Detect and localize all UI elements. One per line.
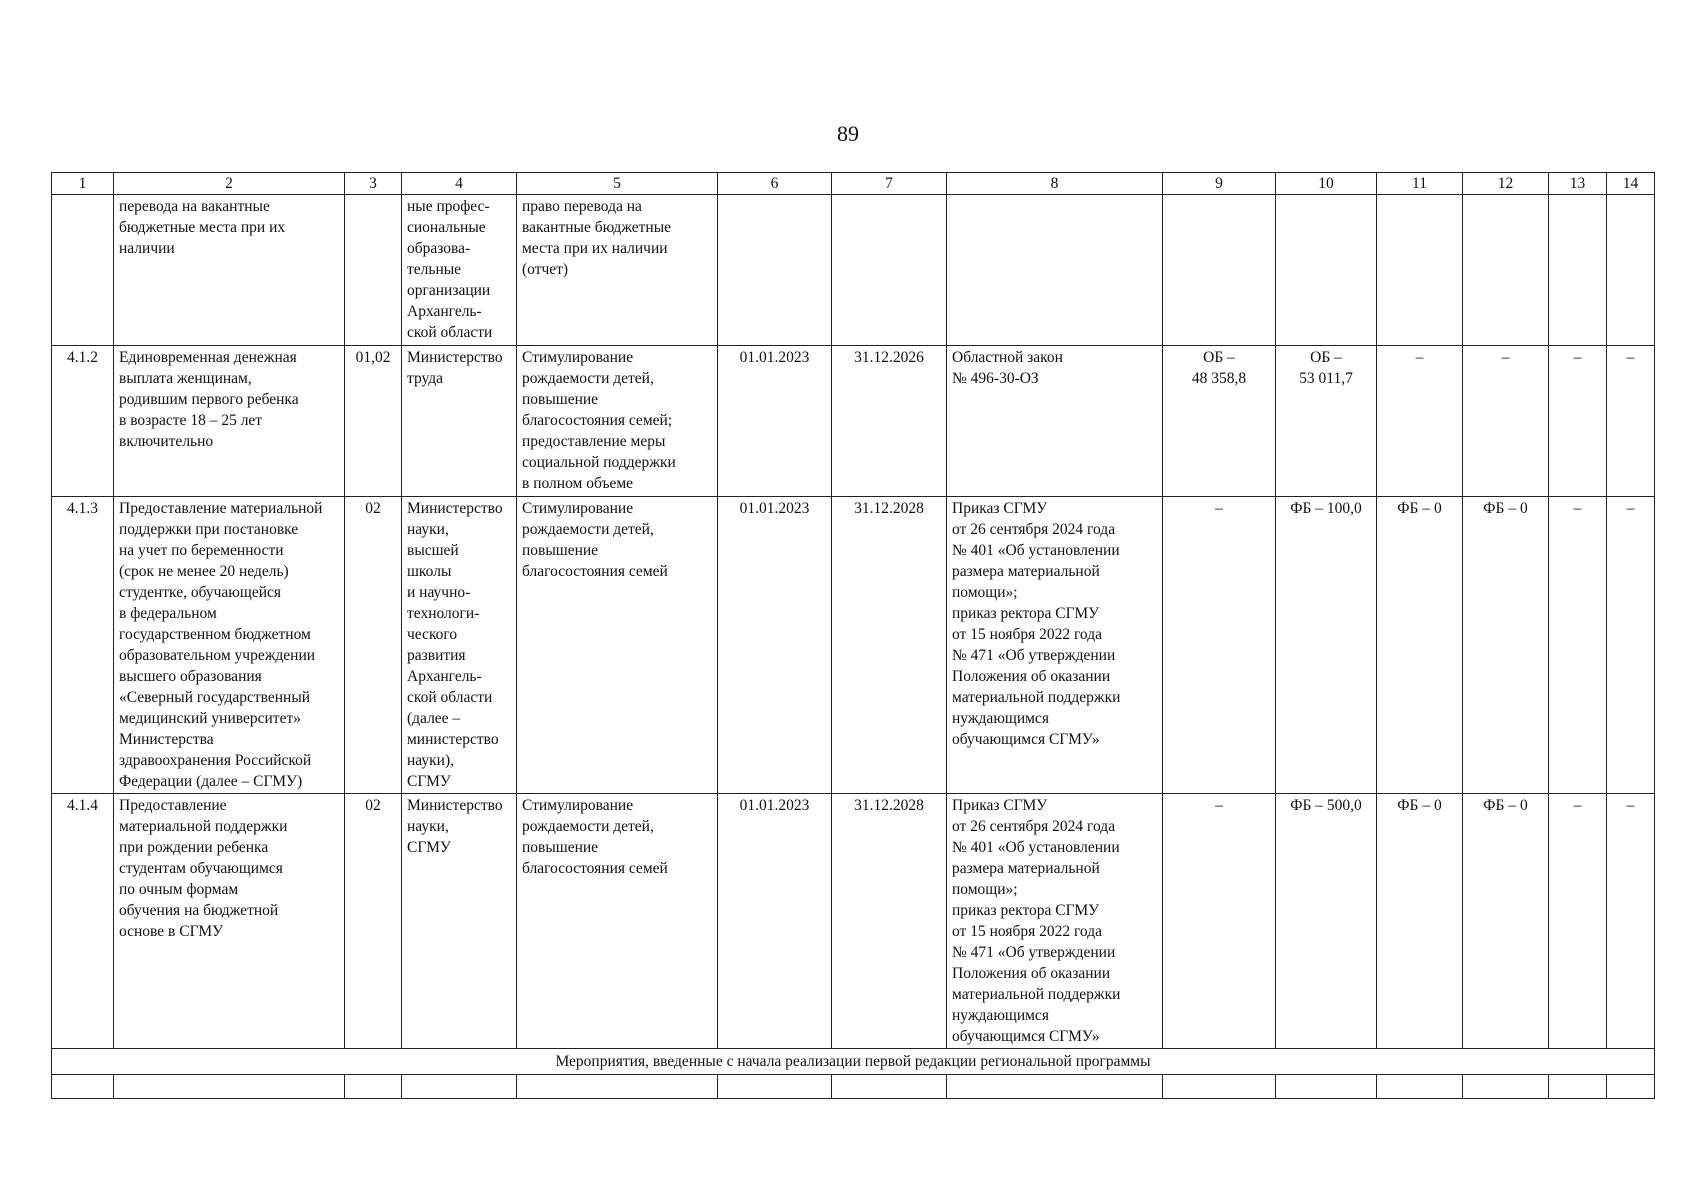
table-row-empty bbox=[52, 1075, 1655, 1099]
cell-empty bbox=[402, 1075, 517, 1099]
header-col-9: 9 bbox=[1163, 173, 1276, 195]
cell-empty bbox=[1549, 1075, 1607, 1099]
header-col-14: 14 bbox=[1607, 173, 1655, 195]
cell-legal-act bbox=[947, 195, 1163, 346]
table-row bbox=[52, 497, 1655, 794]
cell-number: 4.1.4 bbox=[52, 794, 114, 1049]
cell-empty bbox=[947, 1075, 1163, 1099]
cell-measure-name: Предоставление материальной поддержки при постановке на учет по беременности (срок не менее 20 недель) студентке, обучающейся в федеральном государственном бюджетном образовательном учреждении высшего образования «Северный государственный медицинский университет» Министерства здравоохранения Российской Федерации (далее – СГМУ) bbox=[114, 497, 345, 794]
table-row bbox=[52, 794, 1655, 1049]
cell-responsible: Министерство науки, СГМУ bbox=[402, 794, 517, 1049]
table-header-row bbox=[52, 173, 1655, 195]
table-row bbox=[52, 195, 1655, 346]
cell-empty bbox=[1607, 1075, 1655, 1099]
cell-empty bbox=[832, 1075, 947, 1099]
cell-end-date: 31.12.2026 bbox=[832, 346, 947, 497]
cell-legal-act: Приказ СГМУ от 26 сентября 2024 года № 401 «Об установлении размера материальной помощи»; приказ ректора СГМУ от 15 ноября 2022 года № 471 «Об утверждении Положения об оказании материальной поддержки нуждающимся обучающимся СГМУ» bbox=[947, 794, 1163, 1049]
cell-col-10: ФБ – 100,0 bbox=[1276, 497, 1377, 794]
cell-task-code bbox=[345, 195, 402, 346]
cell-col-10 bbox=[1276, 195, 1377, 346]
header-col-5: 5 bbox=[517, 173, 718, 195]
cell-expected-result: Стимулирование рождаемости детей, повышение благосостояния семей bbox=[517, 497, 718, 794]
cell-task-code: 01,02 bbox=[345, 346, 402, 497]
cell-col-12: ФБ – 0 bbox=[1463, 497, 1549, 794]
cell-expected-result: Стимулирование рождаемости детей, повышение благосостояния семей; предоставление меры социальной поддержки в полном объеме bbox=[517, 346, 718, 497]
cell-col-13 bbox=[1549, 195, 1607, 346]
cell-empty bbox=[517, 1075, 718, 1099]
section-title: Мероприятия, введенные с начала реализации первой редакции региональной программы bbox=[52, 1049, 1655, 1075]
cell-start-date bbox=[718, 195, 832, 346]
cell-empty bbox=[345, 1075, 402, 1099]
cell-responsible: ные профес- сиональные образова- тельные организации Архангель- ской области bbox=[402, 195, 517, 346]
cell-col-14: – bbox=[1607, 497, 1655, 794]
cell-col-9: ОБ – 48 358,8 bbox=[1163, 346, 1276, 497]
cell-expected-result: право перевода на вакантные бюджетные места при их наличии (отчет) bbox=[517, 195, 718, 346]
cell-task-code: 02 bbox=[345, 794, 402, 1049]
cell-col-12: ФБ – 0 bbox=[1463, 794, 1549, 1049]
cell-empty bbox=[718, 1075, 832, 1099]
header-col-7: 7 bbox=[832, 173, 947, 195]
cell-empty bbox=[114, 1075, 345, 1099]
cell-col-9: – bbox=[1163, 794, 1276, 1049]
cell-task-code: 02 bbox=[345, 497, 402, 794]
cell-legal-act: Приказ СГМУ от 26 сентября 2024 года № 401 «Об установлении размера материальной помощи»; приказ ректора СГМУ от 15 ноября 2022 года № 471 «Об утверждении Положения об оказании материальной поддержки нуждающимся обучающимся СГМУ» bbox=[947, 497, 1163, 794]
cell-end-date: 31.12.2028 bbox=[832, 794, 947, 1049]
cell-start-date: 01.01.2023 bbox=[718, 497, 832, 794]
header-col-12: 12 bbox=[1463, 173, 1549, 195]
cell-expected-result: Стимулирование рождаемости детей, повышение благосостояния семей bbox=[517, 794, 718, 1049]
cell-number bbox=[52, 195, 114, 346]
section-heading-row bbox=[52, 1049, 1655, 1075]
cell-empty bbox=[1276, 1075, 1377, 1099]
program-table bbox=[51, 172, 1655, 1099]
header-col-13: 13 bbox=[1549, 173, 1607, 195]
table-row bbox=[52, 346, 1655, 497]
page-number: 89 bbox=[837, 121, 859, 146]
header-col-4: 4 bbox=[402, 173, 517, 195]
cell-col-12: – bbox=[1463, 346, 1549, 497]
cell-empty bbox=[1463, 1075, 1549, 1099]
cell-measure-name: Предоставление материальной поддержки при рождении ребенка студентам обучающимся по очным формам обучения на бюджетной основе в СГМУ bbox=[114, 794, 345, 1049]
cell-col-11: ФБ – 0 bbox=[1377, 497, 1463, 794]
cell-col-10: ФБ – 500,0 bbox=[1276, 794, 1377, 1049]
cell-empty bbox=[52, 1075, 114, 1099]
cell-col-10: ОБ – 53 011,7 bbox=[1276, 346, 1377, 497]
cell-responsible: Министерство труда bbox=[402, 346, 517, 497]
cell-col-13: – bbox=[1549, 346, 1607, 497]
cell-col-13: – bbox=[1549, 497, 1607, 794]
header-col-1: 1 bbox=[52, 173, 114, 195]
cell-col-14: – bbox=[1607, 794, 1655, 1049]
cell-empty bbox=[1377, 1075, 1463, 1099]
cell-col-9: – bbox=[1163, 497, 1276, 794]
cell-start-date: 01.01.2023 bbox=[718, 794, 832, 1049]
cell-col-13: – bbox=[1549, 794, 1607, 1049]
cell-measure-name: Единовременная денежная выплата женщинам, родившим первого ребенка в возрасте 18 – 25 лет включительно bbox=[114, 346, 345, 497]
header-col-8: 8 bbox=[947, 173, 1163, 195]
cell-col-11 bbox=[1377, 195, 1463, 346]
header-col-10: 10 bbox=[1276, 173, 1377, 195]
cell-col-9 bbox=[1163, 195, 1276, 346]
header-col-11: 11 bbox=[1377, 173, 1463, 195]
cell-responsible: Министерство науки, высшей школы и научно- технологи- ческого развития Архангель- ской области (далее – министерство науки), СГМУ bbox=[402, 497, 517, 794]
cell-number: 4.1.3 bbox=[52, 497, 114, 794]
header-col-2: 2 bbox=[114, 173, 345, 195]
cell-end-date bbox=[832, 195, 947, 346]
cell-empty bbox=[1163, 1075, 1276, 1099]
cell-col-14 bbox=[1607, 195, 1655, 346]
header-col-6: 6 bbox=[718, 173, 832, 195]
cell-col-11: – bbox=[1377, 346, 1463, 497]
cell-col-11: ФБ – 0 bbox=[1377, 794, 1463, 1049]
cell-legal-act: Областной закон № 496-30-ОЗ bbox=[947, 346, 1163, 497]
cell-start-date: 01.01.2023 bbox=[718, 346, 832, 497]
cell-measure-name: перевода на вакантные бюджетные места при их наличии bbox=[114, 195, 345, 346]
cell-end-date: 31.12.2028 bbox=[832, 497, 947, 794]
header-col-3: 3 bbox=[345, 173, 402, 195]
cell-number: 4.1.2 bbox=[52, 346, 114, 497]
cell-col-12 bbox=[1463, 195, 1549, 346]
cell-col-14: – bbox=[1607, 346, 1655, 497]
